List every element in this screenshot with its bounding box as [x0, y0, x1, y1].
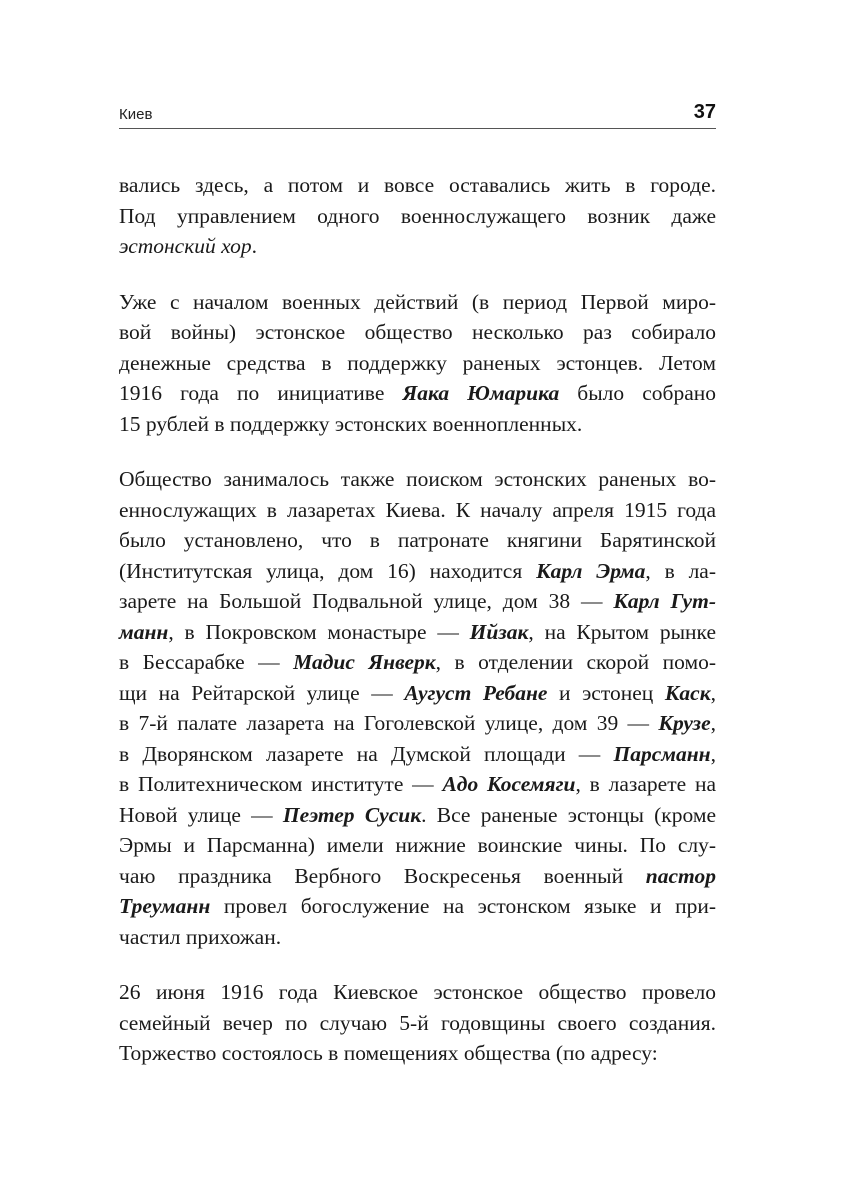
- name-emphasis: Парсманн: [613, 741, 711, 766]
- name-emphasis: Крузе: [658, 711, 711, 735]
- name-emphasis: Адо Косемяги: [442, 772, 576, 796]
- text-segment: Торжество состоялось в помещениях общества (по адресу:: [119, 1041, 658, 1065]
- name-emphasis: манн: [119, 619, 169, 644]
- text-segment: провел богослужение на эстонском языке и при-: [210, 894, 716, 918]
- name-emphasis: Яака Юмарика: [402, 381, 560, 405]
- text-segment: 26 июня 1916 года Киевское эстонское общество провело: [119, 980, 716, 1004]
- body-text: [119, 170, 716, 1069]
- text-line: [119, 287, 716, 318]
- text-line: [119, 617, 716, 648]
- text-segment: Уже с началом военных действий (в период Первой миро-: [119, 289, 716, 314]
- text-line: [119, 739, 716, 770]
- text-line: [119, 830, 716, 861]
- text-line: [119, 800, 716, 831]
- text-segment: , в Покровском монастыре —: [168, 619, 470, 644]
- text-segment: было установлено, что в патронате княгини Барятинской: [119, 528, 716, 552]
- text-segment: Эрмы и Парсманна) имели нижние воинские чины. По слу-: [119, 833, 716, 857]
- text-segment: чаю праздника Вербного Воскресенья военный: [119, 863, 646, 888]
- text-line: [119, 861, 716, 892]
- paragraph-gap: [119, 952, 716, 977]
- text-segment: вались здесь, а потом и вовсе оставались жить в городе.: [119, 173, 716, 197]
- text-line: [119, 317, 716, 348]
- name-emphasis: Ийзак: [469, 619, 529, 644]
- text-segment: семейный вечер по случаю 5-й годовщины своего создания.: [119, 1010, 716, 1035]
- text-line: [119, 348, 716, 379]
- text-segment: 15 рублей в поддержку эстонских военнопленных.: [119, 411, 583, 436]
- page-number: 37: [693, 101, 716, 123]
- italic-text: эстонский хор: [119, 234, 252, 258]
- text-line: [119, 891, 716, 922]
- text-segment: Новой улице —: [119, 802, 283, 827]
- text-segment: денежные средства в поддержку раненых эстонцев. Летом: [119, 350, 716, 375]
- text-line: [119, 495, 716, 526]
- text-segment: ,: [710, 741, 716, 766]
- text-segment: ,: [710, 680, 716, 705]
- text-segment: , на Крытом рынке: [528, 619, 717, 644]
- page-header: [119, 98, 716, 129]
- text-segment: было собрано: [559, 381, 716, 405]
- text-line: [119, 769, 716, 800]
- text-segment: .: [251, 234, 258, 258]
- paragraph-gap: [119, 439, 716, 464]
- text-line: [119, 678, 716, 709]
- name-emphasis: Пеэтер Сусик: [282, 802, 422, 827]
- text-line: [119, 378, 716, 409]
- text-segment: . Все раненые эстонцы (кроме: [421, 802, 716, 827]
- text-segment: , в ла-: [645, 558, 717, 583]
- text-line: [119, 1038, 716, 1069]
- name-emphasis: Карл Эрма: [536, 558, 646, 583]
- text-line: [119, 170, 716, 201]
- text-line: [119, 409, 716, 440]
- text-segment: Под управлением одного военнослужащего возник даже: [119, 203, 716, 228]
- text-segment: в Бессарабке —: [119, 650, 294, 674]
- text-line: [119, 556, 716, 587]
- name-emphasis: Каск: [664, 680, 711, 705]
- text-line: [119, 231, 716, 262]
- text-segment: еннослужащих в лазаретах Киева. К началу апреля 1915 года: [119, 497, 716, 522]
- name-emphasis: пастор: [645, 863, 716, 888]
- text-line: [119, 525, 716, 556]
- text-segment: вой войны) эстонское общество несколько раз собирало: [119, 320, 716, 344]
- text-segment: в Политехническом институте —: [119, 772, 443, 796]
- text-line: [119, 586, 716, 617]
- text-segment: щи на Рейтарской улице —: [119, 680, 405, 705]
- text-segment: в Дворянском лазарете на Думской площади —: [119, 741, 614, 766]
- text-segment: в 7-й палате лазарета на Гоголевской улице, дом 39 —: [119, 711, 659, 735]
- text-line: [119, 922, 716, 953]
- text-line: [119, 647, 716, 678]
- text-segment: и эстонец: [547, 680, 665, 705]
- name-emphasis: Аугуст Ребане: [404, 680, 548, 705]
- text-segment: зарете на Большой Подвальной улице, дом 38 —: [119, 589, 614, 613]
- name-emphasis: Треуманн: [119, 894, 211, 918]
- text-segment: частил прихожан.: [119, 924, 282, 949]
- text-segment: , в отделении скорой помо-: [435, 650, 717, 674]
- text-line: [119, 708, 716, 739]
- text-segment: , в лазарете на: [575, 772, 716, 796]
- text-segment: 1916 года по инициативе: [119, 381, 403, 405]
- text-line: [119, 464, 716, 495]
- name-emphasis: Мадис Янверк: [293, 650, 436, 674]
- text-line: [119, 1008, 716, 1039]
- paragraph-gap: [119, 262, 716, 287]
- text-line: [119, 201, 716, 232]
- text-line: [119, 977, 716, 1008]
- name-emphasis: Карл Гут-: [613, 589, 716, 613]
- text-segment: Общество занималось также поиском эстонских раненых во-: [119, 467, 716, 491]
- text-segment: ,: [710, 711, 716, 735]
- running-title: Киев: [119, 106, 153, 123]
- text-segment: (Институтская улица, дом 16) находится: [119, 558, 537, 583]
